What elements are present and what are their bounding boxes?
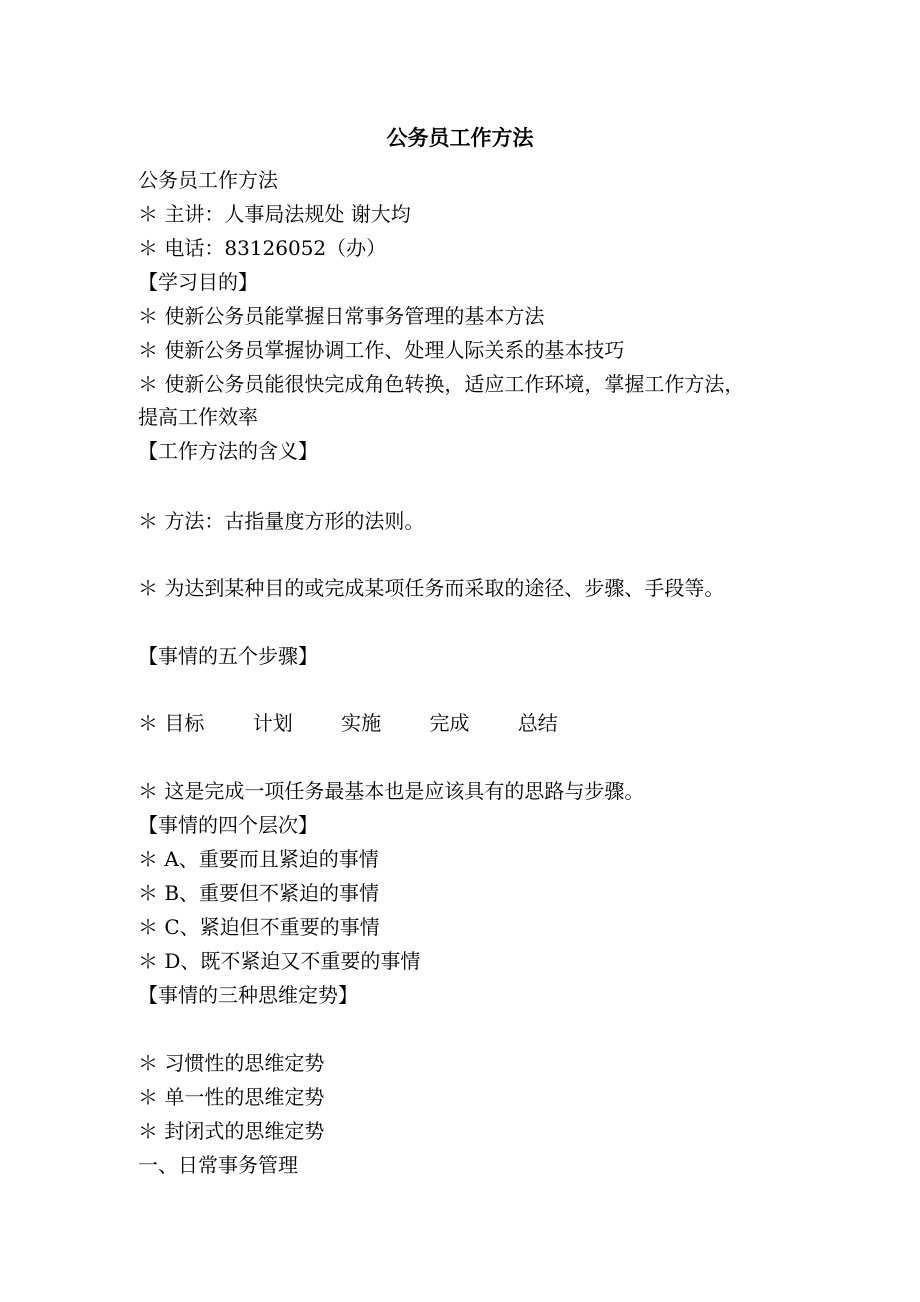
subtitle-line: 公务员工作方法 <box>138 168 278 192</box>
section-heading-four-levels: 【事情的四个层次】 <box>138 813 318 837</box>
five-steps-line <box>138 709 558 737</box>
step-item: 计划 <box>252 711 293 735</box>
steps-list <box>164 709 557 737</box>
section-heading-daily-affairs: 一、日常事务管理 <box>138 1153 298 1177</box>
mindset-item-2: ＊ 单一性的思维定势 <box>138 1085 325 1109</box>
phone-line: ＊ 电话：83126052（办） <box>138 236 387 260</box>
mindset-item-1: ＊ 习惯性的思维定势 <box>138 1051 325 1075</box>
section-heading-five-steps: 【事情的五个步骤】 <box>138 644 318 668</box>
purpose-item-1: ＊ 使新公务员能掌握日常事务管理的基本方法 <box>138 304 545 328</box>
lecturer-line: ＊ 主讲：人事局法规处 谢大均 <box>138 202 411 226</box>
purpose-item-3: ＊ 使新公务员能很快完成角色转换，适应工作环境，掌握工作方法， <box>138 372 745 396</box>
section-heading-three-mindsets: 【事情的三种思维定势】 <box>138 983 358 1007</box>
level-item-d: ＊ D、既不紧迫又不重要的事情 <box>138 949 421 973</box>
step-item: 完成 <box>429 711 470 735</box>
level-item-b: ＊ B、重要但不紧迫的事情 <box>138 881 380 905</box>
purpose-item-2: ＊ 使新公务员掌握协调工作、处理人际关系的基本技巧 <box>138 338 625 362</box>
level-item-a: ＊ A、重要而且紧迫的事情 <box>138 847 379 871</box>
step-item: 目标 <box>164 711 205 735</box>
mindset-item-3: ＊ 封闭式的思维定势 <box>138 1119 325 1143</box>
step-item: 总结 <box>517 711 558 735</box>
purpose-item-3-continued: 提高工作效率 <box>138 405 258 429</box>
document-title: 公务员工作方法 <box>386 125 534 150</box>
section-heading-purpose: 【学习目的】 <box>138 270 258 294</box>
steps-explanation: ＊ 这是完成一项任务最基本也是应该具有的思路与步骤。 <box>138 779 645 803</box>
meaning-item-2: ＊ 为达到某种目的或完成某项任务而采取的途径、步骤、手段等。 <box>138 576 725 600</box>
step-item: 实施 <box>341 711 382 735</box>
bullet-mark: ＊ <box>138 711 158 735</box>
section-heading-meaning: 【工作方法的含义】 <box>138 439 318 463</box>
level-item-c: ＊ C、紧迫但不重要的事情 <box>138 915 380 939</box>
meaning-item-1: ＊ 方法：古指量度方形的法则。 <box>138 509 425 533</box>
